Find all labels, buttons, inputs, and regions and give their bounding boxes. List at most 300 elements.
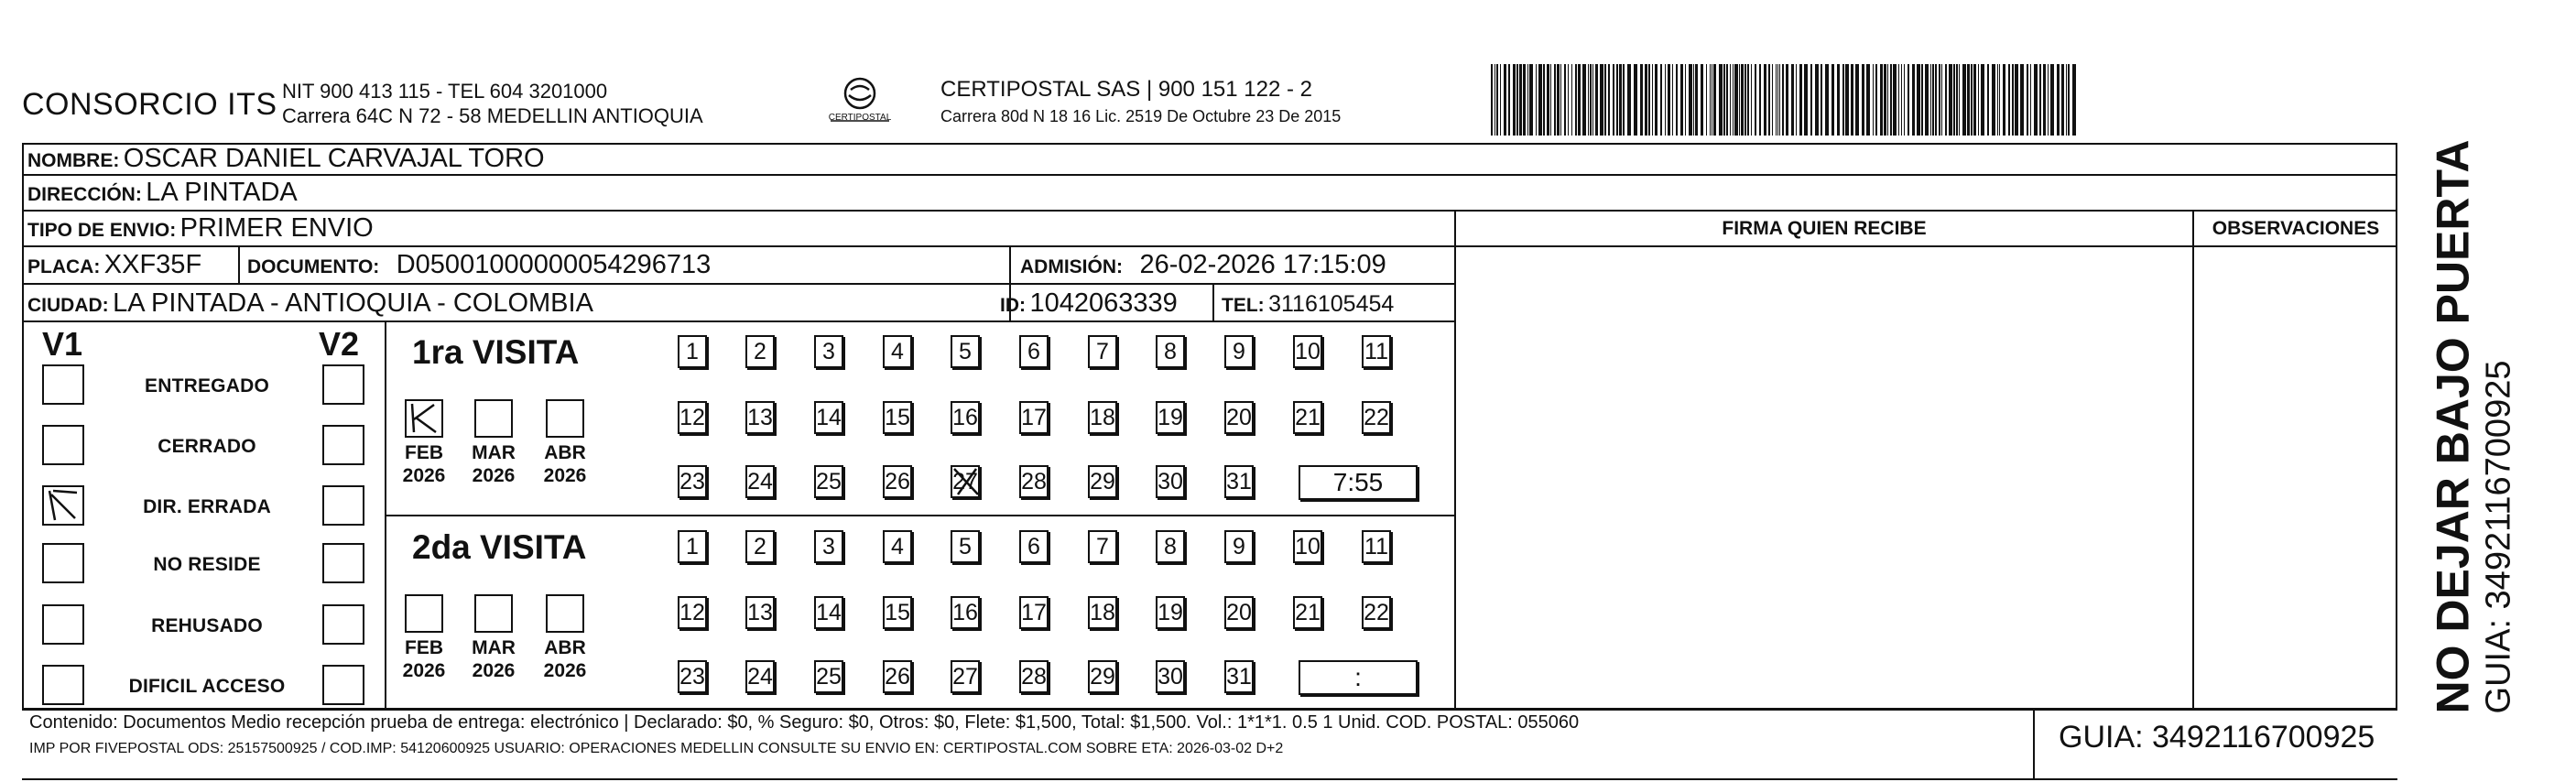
- day-box[interactable]: [1362, 401, 1391, 434]
- day-box[interactable]: [1019, 660, 1049, 693]
- barcode-bar: [1941, 64, 1942, 136]
- company-info: [282, 79, 703, 128]
- day-box[interactable]: [1019, 335, 1049, 368]
- day-box[interactable]: [678, 465, 707, 498]
- barcode-bar: [1645, 64, 1647, 136]
- barcode-bar: [1575, 64, 1577, 136]
- guia-number: GUIA: 3492116700925: [2059, 720, 2375, 755]
- barcode-bar: [1935, 64, 1937, 136]
- barcode-bar: [1772, 64, 1773, 136]
- barcode-bar: [1660, 64, 1662, 136]
- day-box[interactable]: [678, 401, 707, 434]
- day-number: 31: [1226, 664, 1252, 690]
- day-box[interactable]: [1156, 401, 1185, 434]
- barcode-bar: [1527, 64, 1528, 136]
- day-number: 25: [816, 469, 842, 494]
- barcode-bar: [1504, 64, 1506, 136]
- tipo-envio-label: TIPO DE ENVIO:: [27, 220, 177, 241]
- barcode-bar: [2066, 64, 2067, 136]
- barcode-bar: [1710, 64, 1711, 136]
- barcode-bar: [1590, 64, 1592, 136]
- row-divider: [22, 320, 1456, 322]
- barcode-bar: [1685, 64, 1686, 136]
- day-number: 31: [1226, 469, 1252, 494]
- day-box[interactable]: [678, 335, 707, 368]
- day-box[interactable]: [745, 335, 775, 368]
- day-box[interactable]: [1293, 530, 1322, 563]
- barcode: [1491, 64, 2077, 136]
- v1-header: V1: [42, 325, 83, 363]
- day-box[interactable]: [883, 335, 912, 368]
- day-number: 7: [1096, 534, 1109, 559]
- day-number: 12: [679, 405, 705, 430]
- day-number: 24: [747, 664, 773, 690]
- barcode-bar: [1613, 64, 1614, 136]
- barcode-bar: [1672, 64, 1673, 136]
- barcode-bar: [1967, 64, 1970, 136]
- month-name: FEB: [405, 442, 443, 463]
- day-number: 3: [822, 339, 835, 364]
- day-box[interactable]: [814, 335, 843, 368]
- barcode-bar: [1842, 64, 1844, 136]
- tipo-envio-field: [27, 213, 374, 244]
- barcode-bar: [2034, 64, 2038, 136]
- col-divider: [385, 320, 386, 710]
- day-box[interactable]: [951, 465, 980, 498]
- day-number: 12: [679, 600, 705, 625]
- barcode-bar: [1921, 64, 1923, 136]
- month-checkbox[interactable]: [546, 399, 584, 438]
- day-number: 15: [885, 600, 910, 625]
- barcode-bar: [2012, 64, 2014, 136]
- day-number: 21: [1295, 600, 1321, 625]
- day-number: 5: [959, 534, 972, 559]
- day-mark-icon: [951, 463, 982, 500]
- col-divider: [238, 245, 240, 283]
- month-checkbox[interactable]: [546, 594, 584, 633]
- day-number: 10: [1295, 339, 1321, 364]
- footer-content-line: Contenido: Documentos Medio recepción prueba de entrega: electrónico | Declarado: $0, % Seguro: $0, Otros: $0, Flete: $1,500, Total: $1,500. Vol.: 1*1*1. 0.5 1 Unid. COD. POSTAL: 055060: [29, 712, 1580, 733]
- day-number: 4: [891, 339, 904, 364]
- barcode-bar: [1557, 64, 1560, 136]
- day-box[interactable]: [1156, 465, 1185, 498]
- day-box[interactable]: [951, 335, 980, 368]
- day-box[interactable]: [814, 401, 843, 434]
- barcode-bar: [1734, 64, 1738, 136]
- time-field[interactable]: [1299, 465, 1418, 500]
- day-box[interactable]: [745, 530, 775, 563]
- barcode-bar: [1930, 64, 1931, 136]
- day-box[interactable]: [1088, 530, 1117, 563]
- visit-divider: [385, 515, 1456, 516]
- day-box[interactable]: [1224, 465, 1254, 498]
- month-checkbox[interactable]: [405, 399, 443, 438]
- day-number: 8: [1164, 534, 1177, 559]
- status-label: NO RESIDE: [153, 554, 261, 575]
- barcode-bar: [1904, 64, 1905, 136]
- bottom-rule: [22, 778, 2397, 780]
- barcode-bar: [1782, 64, 1784, 136]
- status-label: CERRADO: [158, 436, 256, 457]
- barcode-bar: [1837, 64, 1840, 136]
- barcode-bar: [2027, 64, 2028, 136]
- status-v2-checkbox[interactable]: [322, 543, 364, 583]
- barcode-bar: [1741, 64, 1744, 136]
- status-v1-checkbox[interactable]: [42, 543, 84, 583]
- barcode-bar: [1901, 64, 1902, 136]
- side-guia: GUIA: 3492116700925: [2479, 360, 2518, 714]
- barcode-bar: [1592, 64, 1593, 136]
- barcode-bar: [1560, 64, 1561, 136]
- tel-field: [1222, 291, 1394, 318]
- barcode-bar: [1640, 64, 1643, 136]
- day-number: 28: [1021, 664, 1047, 690]
- status-label: DIR. ERRADA: [143, 496, 271, 517]
- time-field[interactable]: [1299, 660, 1418, 695]
- barcode-bar: [1648, 64, 1650, 136]
- status-v1-checkbox[interactable]: [42, 364, 84, 405]
- day-number: 29: [1090, 469, 1115, 494]
- logo-label: CERTIPOSTAL: [828, 113, 892, 123]
- day-number: 27: [952, 469, 978, 494]
- day-box[interactable]: [1224, 335, 1254, 368]
- barcode-bar: [2008, 64, 2010, 136]
- day-box[interactable]: [1088, 660, 1117, 693]
- day-box[interactable]: [678, 660, 707, 693]
- month-checkbox[interactable]: [474, 399, 513, 438]
- status-v2-checkbox[interactable]: [322, 364, 364, 405]
- barcode-bar: [1992, 64, 1995, 136]
- day-box[interactable]: [1156, 530, 1185, 563]
- barcode-bar: [1608, 64, 1610, 136]
- day-box[interactable]: [1362, 530, 1391, 563]
- barcode-bar: [1779, 64, 1780, 136]
- firma-label: FIRMA QUIEN RECIBE: [1722, 218, 1927, 239]
- day-box[interactable]: [1156, 335, 1185, 368]
- day-box[interactable]: [814, 660, 843, 693]
- day-box[interactable]: [745, 596, 775, 629]
- barcode-bar: [2003, 64, 2005, 136]
- day-box[interactable]: [1293, 596, 1322, 629]
- barcode-bar: [1655, 64, 1658, 136]
- barcode-bar: [1898, 64, 1899, 136]
- barcode-bar: [1564, 64, 1566, 136]
- day-box[interactable]: [883, 596, 912, 629]
- side-warning: NO DEJAR BAJO PUERTA: [2427, 139, 2479, 714]
- day-box[interactable]: [1019, 401, 1049, 434]
- barcode-bar: [2043, 64, 2046, 136]
- barcode-bar: [1776, 64, 1777, 136]
- signature-area[interactable]: [1456, 245, 2194, 710]
- day-number: 2: [754, 534, 766, 559]
- barcode-bar: [1719, 64, 1723, 136]
- side-notice: [2381, 139, 2564, 714]
- day-box[interactable]: [745, 465, 775, 498]
- barcode-bar: [1588, 64, 1589, 136]
- day-box[interactable]: [1088, 596, 1117, 629]
- month-name: ABR: [544, 442, 586, 463]
- barcode-bar: [1880, 64, 1883, 136]
- day-box[interactable]: [814, 465, 843, 498]
- documento-value: D05001000000054296713: [396, 250, 712, 279]
- barcode-bar: [1932, 64, 1934, 136]
- status-v2-checkbox[interactable]: [322, 604, 364, 645]
- day-box[interactable]: [951, 660, 980, 693]
- barcode-bar: [1777, 64, 1778, 136]
- barcode-bar: [1634, 64, 1637, 136]
- barcode-bar: [1949, 64, 1952, 136]
- barcode-bar: [1627, 64, 1631, 136]
- month-checkbox[interactable]: [405, 594, 443, 633]
- time-value: 7:55: [1332, 468, 1384, 496]
- day-number: 29: [1090, 664, 1115, 690]
- day-number: 24: [747, 469, 773, 494]
- barcode-bar: [1491, 64, 1493, 136]
- footer-print-line: IMP POR FIVEPOSTAL ODS: 25157500925 / COD.IMP: 54120600925 USUARIO: OPERACIONES MEDELLIN CONSULTE SU ENVIO EN: CERTIPOSTAL.COM SOBRE ETA: 2026-03-02 D+2: [29, 741, 1284, 756]
- barcode-bar: [1706, 64, 1707, 136]
- day-number: 17: [1021, 405, 1047, 430]
- day-number: 19: [1158, 600, 1183, 625]
- day-number: 11: [1364, 339, 1388, 364]
- day-box[interactable]: [951, 401, 980, 434]
- day-number: 18: [1090, 405, 1115, 430]
- month-label: [468, 441, 519, 487]
- barcode-bar: [1543, 64, 1545, 136]
- barcode-bar: [1884, 64, 1886, 136]
- barcode-bar: [1917, 64, 1920, 136]
- barcode-bar: [1875, 64, 1877, 136]
- day-number: 8: [1164, 339, 1177, 364]
- day-number: 2: [754, 339, 766, 364]
- barcode-bar: [1862, 64, 1864, 136]
- id-label: ID:: [1000, 295, 1026, 316]
- barcode-bar: [1887, 64, 1888, 136]
- barcode-bar: [1973, 64, 1976, 136]
- day-number: 21: [1295, 405, 1321, 430]
- month-label: [398, 441, 450, 487]
- barcode-bar: [1550, 64, 1551, 136]
- day-box[interactable]: [1088, 401, 1117, 434]
- tipo-envio-value: PRIMER ENVIO: [179, 213, 374, 243]
- day-number: 9: [1233, 339, 1245, 364]
- status-label: DIFICIL ACCESO: [128, 676, 286, 697]
- day-number: 13: [747, 600, 773, 625]
- barcode-bar: [1851, 64, 1853, 136]
- day-number: 5: [959, 339, 972, 364]
- barcode-bar: [1855, 64, 1859, 136]
- day-number: 23: [679, 664, 705, 690]
- barcode-bar: [1912, 64, 1915, 136]
- day-box[interactable]: [1224, 660, 1254, 693]
- row-divider: [22, 283, 1456, 285]
- barcode-bar: [1619, 64, 1622, 136]
- barcode-bar: [2072, 64, 2076, 136]
- col-divider: [1212, 283, 1214, 320]
- barcode-bar: [1745, 64, 1746, 136]
- check-mark-icon: [407, 401, 441, 436]
- barcode-bar: [1831, 64, 1834, 136]
- day-box[interactable]: [1224, 596, 1254, 629]
- certipostal-name: CERTIPOSTAL SAS | 900 151 122 - 2: [940, 77, 1312, 102]
- month-year: 2026: [543, 465, 587, 486]
- day-box[interactable]: [1019, 465, 1049, 498]
- day-box[interactable]: [1019, 596, 1049, 629]
- barcode-bar: [2061, 64, 2064, 136]
- status-v1-checkbox[interactable]: [42, 425, 84, 465]
- status-v2-checkbox[interactable]: [322, 665, 364, 705]
- month-name: FEB: [405, 637, 443, 658]
- barcode-bar: [1791, 64, 1794, 136]
- day-number: 14: [816, 600, 842, 625]
- barcode-bar: [1665, 64, 1666, 136]
- day-number: 17: [1021, 600, 1047, 625]
- nombre-label: NOMBRE:: [27, 150, 120, 171]
- status-v1-checkbox[interactable]: [42, 604, 84, 645]
- day-number: 30: [1158, 664, 1183, 690]
- day-number: 11: [1364, 534, 1388, 559]
- day-box[interactable]: [1224, 401, 1254, 434]
- documento-label: DOCUMENTO:: [247, 256, 380, 277]
- day-box[interactable]: [1088, 465, 1117, 498]
- barcode-bar: [1508, 64, 1510, 136]
- barcode-bar: [1815, 64, 1819, 136]
- status-v2-checkbox[interactable]: [322, 485, 364, 526]
- status-label: ENTREGADO: [145, 375, 269, 396]
- day-number: 4: [891, 534, 904, 559]
- day-number: 22: [1364, 600, 1389, 625]
- barcode-bar: [1908, 64, 1909, 136]
- day-box[interactable]: [1362, 596, 1391, 629]
- day-box[interactable]: [814, 596, 843, 629]
- ciudad-value: LA PINTADA - ANTIOQUIA - COLOMBIA: [113, 288, 593, 318]
- day-number: 6: [1027, 534, 1040, 559]
- month-label: [398, 636, 450, 682]
- barcode-bar: [1523, 64, 1526, 136]
- day-number: 26: [885, 469, 910, 494]
- company-nit: NIT 900 413 115 - TEL 604 3201000: [282, 80, 608, 103]
- day-box[interactable]: [1019, 530, 1049, 563]
- barcode-bar: [1768, 64, 1770, 136]
- check-mark-icon: [44, 487, 82, 524]
- placa-value: XXF35F: [103, 250, 202, 279]
- barcode-bar: [1529, 64, 1533, 136]
- row-divider: [22, 174, 2397, 176]
- barcode-bar: [1689, 64, 1692, 136]
- barcode-bar: [2050, 64, 2054, 136]
- barcode-bar: [1600, 64, 1603, 136]
- barcode-bar: [1978, 64, 1979, 136]
- day-box[interactable]: [745, 401, 775, 434]
- day-box[interactable]: [883, 401, 912, 434]
- day-number: 6: [1027, 339, 1040, 364]
- day-box[interactable]: [883, 530, 912, 563]
- barcode-bar: [1755, 64, 1756, 136]
- admision-label: ADMISIÓN:: [1020, 256, 1123, 277]
- day-box[interactable]: [1156, 596, 1185, 629]
- ciudad-field: [27, 288, 593, 319]
- month-year: 2026: [472, 465, 516, 486]
- barcode-bar: [2057, 64, 2060, 136]
- day-box[interactable]: [883, 465, 912, 498]
- day-box[interactable]: [1156, 660, 1185, 693]
- day-number: 1: [686, 534, 699, 559]
- status-v2-checkbox[interactable]: [322, 425, 364, 465]
- day-box[interactable]: [678, 530, 707, 563]
- status-v1-checkbox[interactable]: [42, 485, 84, 526]
- barcode-bar: [1971, 64, 1973, 136]
- barcode-bar: [1873, 64, 1874, 136]
- ciudad-label: CIUDAD:: [27, 295, 109, 316]
- status-label: REHUSADO: [151, 615, 263, 636]
- barcode-bar: [1547, 64, 1549, 136]
- documento-field: [247, 250, 711, 280]
- barcode-bar: [1519, 64, 1522, 136]
- status-v1-checkbox[interactable]: [42, 665, 84, 705]
- certipostal-license: Carrera 80d N 18 16 Lic. 2519 De Octubre 23 De 2015: [940, 107, 1342, 125]
- barcode-bar: [1623, 64, 1625, 136]
- barcode-bar: [1680, 64, 1683, 136]
- barcode-bar: [1595, 64, 1598, 136]
- day-number: 26: [885, 664, 910, 690]
- nombre-field: [27, 144, 545, 174]
- company-brand: CONSORCIO ITS: [22, 87, 277, 122]
- day-box[interactable]: [1362, 335, 1391, 368]
- month-checkbox[interactable]: [474, 594, 513, 633]
- barcode-bar: [1568, 64, 1569, 136]
- month-label: [468, 636, 519, 682]
- day-box[interactable]: [1088, 335, 1117, 368]
- day-number: 3: [822, 534, 835, 559]
- barcode-bar: [1726, 64, 1728, 136]
- day-box[interactable]: [951, 596, 980, 629]
- barcode-bar: [1616, 64, 1618, 136]
- barcode-bar: [1893, 64, 1897, 136]
- barcode-bar: [1959, 64, 1960, 136]
- barcode-bar: [1668, 64, 1670, 136]
- tel-label: TEL:: [1222, 295, 1265, 316]
- day-box[interactable]: [678, 596, 707, 629]
- barcode-bar: [1516, 64, 1518, 136]
- barcode-bar: [1925, 64, 1929, 136]
- day-box[interactable]: [1293, 335, 1322, 368]
- day-box[interactable]: [883, 660, 912, 693]
- direccion-field: [27, 178, 298, 208]
- barcode-bar: [1739, 64, 1740, 136]
- barcode-bar: [1804, 64, 1808, 136]
- barcode-bar: [1890, 64, 1892, 136]
- day-box[interactable]: [1293, 401, 1322, 434]
- barcode-bar: [1821, 64, 1822, 136]
- day-number: 23: [679, 469, 705, 494]
- day-number: 20: [1226, 405, 1252, 430]
- company-address: Carrera 64C N 72 - 58 MEDELLIN ANTIOQUIA: [282, 104, 703, 127]
- barcode-bar: [1578, 64, 1581, 136]
- day-box[interactable]: [1224, 530, 1254, 563]
- day-number: 28: [1021, 469, 1047, 494]
- barcode-bar: [1751, 64, 1752, 136]
- id-value: 1042063339: [1029, 288, 1178, 318]
- barcode-bar: [1786, 64, 1788, 136]
- day-box[interactable]: [951, 530, 980, 563]
- barcode-bar: [1939, 64, 1940, 136]
- admision-field: [1020, 250, 1386, 280]
- observaciones-area[interactable]: [2194, 245, 2396, 710]
- month-label: [539, 636, 591, 682]
- day-box[interactable]: [745, 660, 775, 693]
- barcode-bar: [1987, 64, 1989, 136]
- placa-field: [27, 250, 201, 280]
- day-box[interactable]: [814, 530, 843, 563]
